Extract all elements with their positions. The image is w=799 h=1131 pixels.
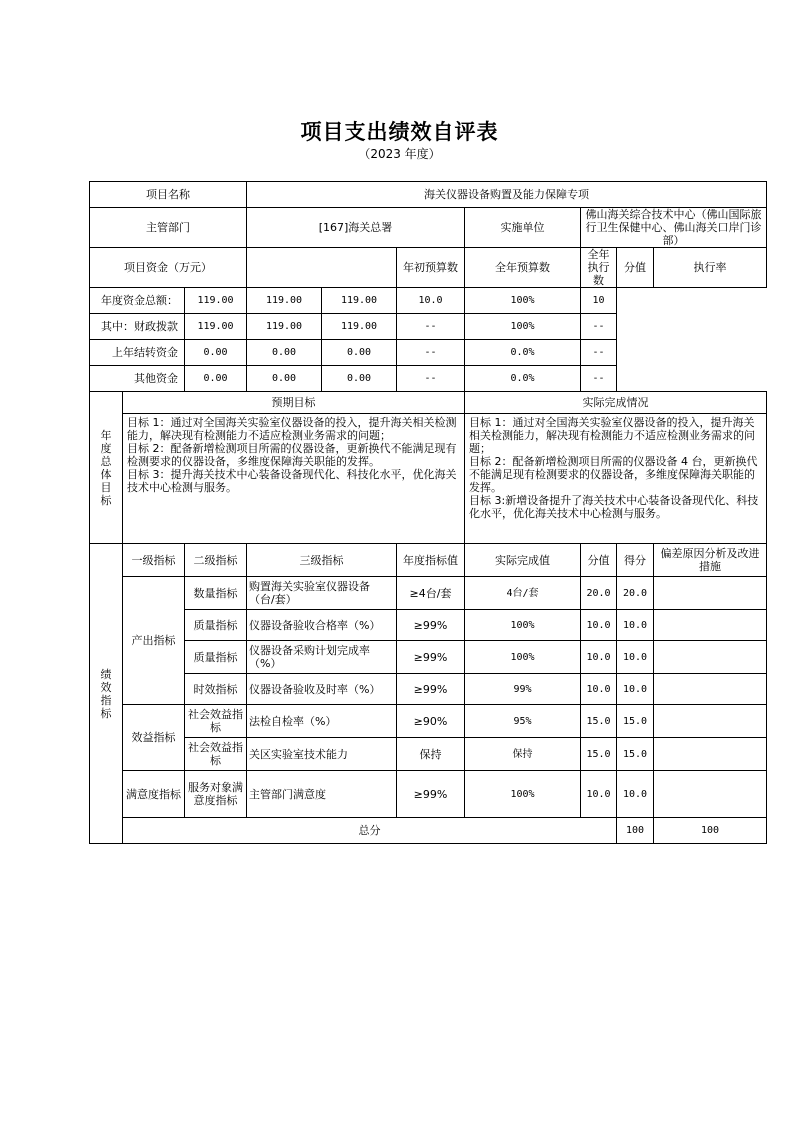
unit-value: 佛山海关综合技术中心（佛山国际旅行卫生保健中心、佛山海关口岸门诊部）: [581, 208, 767, 248]
funds-row: [90, 314, 767, 340]
funds-row-score-value: 10.0: [397, 288, 465, 314]
funds-row-init: 0.00: [185, 366, 247, 392]
perf-row-score: 10.0: [617, 674, 654, 705]
perf-row-actual: 100%: [465, 610, 581, 641]
perf-row-l3: 仪器设备采购计划完成率（%）: [247, 641, 397, 674]
funds-row-score: --: [581, 314, 617, 340]
funds-row-init: 0.00: [185, 340, 247, 366]
dept-row: [90, 208, 767, 248]
perf-header-l1: 一级指标: [123, 544, 185, 577]
funds-header-full: 全年预算数: [465, 248, 581, 288]
perf-row-score: 10.0: [617, 610, 654, 641]
funds-row-score: --: [581, 366, 617, 392]
perf-row-l3: 关区实验室技术能力: [247, 738, 397, 771]
project-name-value: 海关仪器设备购置及能力保障专项: [247, 182, 767, 208]
perf-row-score-value: 20.0: [581, 577, 617, 610]
funds-row-full: 119.00: [247, 288, 322, 314]
goals-label: [90, 392, 123, 544]
perf-header-row: [90, 544, 767, 577]
funds-header-rate: 执行率: [654, 248, 767, 288]
funds-row-rate: 0.0%: [465, 366, 581, 392]
dept-value: [167]海关总署: [247, 208, 465, 248]
evaluation-table: [89, 181, 767, 844]
goals-expected-text: 目标 1：通过对全国海关实验室仪器设备的投入，提升海关相关检测能力，解决现有检测能力不适应检测业务需求的问题； 目标 2：配备新增检测项目所需的仪器设备，更新换代不能满足现有检测要求的仪器设备，多维度保障海关职能的发挥。 目标 3：提升海关技术中心装备设备现代化、科技化水平，优化海关技术中心检测与服务。: [123, 414, 465, 544]
perf-row-actual: 4台/套: [465, 577, 581, 610]
perf-row-target: ≥99%: [397, 674, 465, 705]
dept-label: 主管部门: [90, 208, 247, 248]
perf-row-score: 15.0: [617, 738, 654, 771]
perf-row-score-value: 10.0: [581, 674, 617, 705]
goals-label-text: 年度总体目标: [100, 428, 112, 507]
total-label: 总分: [123, 818, 617, 844]
perf-row-score: 15.0: [617, 705, 654, 738]
funds-header-spacer: [247, 248, 397, 288]
perf-header-l2: 二级指标: [185, 544, 247, 577]
funds-row-full: 119.00: [247, 314, 322, 340]
perf-row-reason: [654, 610, 767, 641]
perf-row-target: ≥99%: [397, 771, 465, 818]
page-title: 项目支出绩效自评表: [300, 120, 499, 144]
project-name-label: 项目名称: [90, 182, 247, 208]
perf-row-l2: 质量指标: [185, 610, 247, 641]
perf-row-l3: 主管部门满意度: [247, 771, 397, 818]
perf-row-actual: 99%: [465, 674, 581, 705]
perf-row-actual: 100%: [465, 771, 581, 818]
perf-row-score: 10.0: [617, 641, 654, 674]
perf-row-reason: [654, 674, 767, 705]
perf-row: [90, 771, 767, 818]
perf-row-score-value: 10.0: [581, 610, 617, 641]
perf-row: [90, 641, 767, 674]
funds-row-label: 其他资金: [90, 366, 185, 392]
perf-row: [90, 674, 767, 705]
perf-group-output: 产出指标: [123, 577, 185, 705]
perf-group-benefit: 效益指标: [123, 705, 185, 771]
perf-row-l2: 数量指标: [185, 577, 247, 610]
perf-row: [90, 577, 767, 610]
perf-row-l2: 时效指标: [185, 674, 247, 705]
perf-row-score-value: 10.0: [581, 641, 617, 674]
perf-row-l3: 仪器设备验收合格率（%）: [247, 610, 397, 641]
goals-content-row: [90, 414, 767, 544]
perf-row-reason: [654, 771, 767, 818]
goals-actual-header: 实际完成情况: [465, 392, 767, 414]
perf-row-actual: 95%: [465, 705, 581, 738]
perf-header-score-value: 分值: [581, 544, 617, 577]
perf-row-reason: [654, 705, 767, 738]
perf-row: [90, 705, 767, 738]
perf-row-score: 10.0: [617, 771, 654, 818]
perf-row-target: ≥4台/套: [397, 577, 465, 610]
perf-label-text: 绩效指标: [100, 667, 112, 720]
perf-row-actual: 100%: [465, 641, 581, 674]
perf-row-reason: [654, 641, 767, 674]
perf-row-target: ≥99%: [397, 641, 465, 674]
perf-header-score: 得分: [617, 544, 654, 577]
funds-row-rate: 100%: [465, 314, 581, 340]
perf-row-l3: 购置海关实验室仪器设备（台/套）: [247, 577, 397, 610]
perf-row: [90, 738, 767, 771]
goals-header-row: [90, 392, 767, 414]
funds-row-score: --: [581, 340, 617, 366]
goals-expected-header: 预期目标: [123, 392, 465, 414]
page-subtitle: （2023 年度）: [358, 147, 441, 161]
funds-row-score: 10: [581, 288, 617, 314]
perf-row-l3: 法检自检率（%）: [247, 705, 397, 738]
perf-header-l3: 三级指标: [247, 544, 397, 577]
total-row: [90, 818, 767, 844]
perf-row-target: ≥90%: [397, 705, 465, 738]
funds-label: 项目资金（万元）: [90, 248, 247, 288]
perf-header-target: 年度指标值: [397, 544, 465, 577]
perf-label: [90, 544, 123, 844]
funds-header-row: [90, 248, 767, 288]
funds-row-full: 0.00: [247, 366, 322, 392]
perf-header-actual: 实际完成值: [465, 544, 581, 577]
perf-row-l2: 质量指标: [185, 641, 247, 674]
total-score-value: 100: [617, 818, 654, 844]
perf-row-reason: [654, 738, 767, 771]
perf-group-satisfaction: 满意度指标: [123, 771, 185, 818]
funds-header-init: 年初预算数: [397, 248, 465, 288]
funds-row-label: 其中：财政拨款: [90, 314, 185, 340]
funds-row-score-value: --: [397, 340, 465, 366]
perf-row-l2: 社会效益指标: [185, 738, 247, 771]
funds-row-full: 0.00: [247, 340, 322, 366]
funds-row-init: 119.00: [185, 288, 247, 314]
perf-row-target: 保持: [397, 738, 465, 771]
perf-row-l2: 服务对象满意度指标: [185, 771, 247, 818]
funds-row-init: 119.00: [185, 314, 247, 340]
funds-row-exec: 0.00: [322, 340, 397, 366]
perf-row-score-value: 15.0: [581, 738, 617, 771]
perf-row-score-value: 10.0: [581, 771, 617, 818]
perf-row-l2: 社会效益指标: [185, 705, 247, 738]
perf-row-target: ≥99%: [397, 610, 465, 641]
funds-header-exec: 全年执行数: [581, 248, 617, 288]
funds-row-exec: 119.00: [322, 314, 397, 340]
unit-label: 实施单位: [465, 208, 581, 248]
perf-row: [90, 610, 767, 641]
funds-row-score-value: --: [397, 314, 465, 340]
funds-row-exec: 0.00: [322, 366, 397, 392]
funds-row-label: 上年结转资金: [90, 340, 185, 366]
total-score: 100: [654, 818, 767, 844]
perf-row-actual: 保持: [465, 738, 581, 771]
perf-header-reason: 偏差原因分析及改进措施: [654, 544, 767, 577]
perf-row-score: 20.0: [617, 577, 654, 610]
perf-row-score-value: 15.0: [581, 705, 617, 738]
project-name-row: [90, 182, 767, 208]
funds-row-rate: 100%: [465, 288, 581, 314]
goals-actual-text: 目标 1：通过对全国海关实验室仪器设备的投入，提升海关相关检测能力，解决现有检测能力不适应检测业务需求的问题； 目标 2：配备新增检测项目所需的仪器设备 4 台，更新换代不能满足现有检测要求的仪器设备，多维度保障海关职能的发挥。 目标 3:新增设备提升了海关技术中心装备设备现代化、科技化水平，优化海关技术中心检测与服务。: [465, 414, 767, 544]
funds-row: [90, 288, 767, 314]
funds-row: [90, 340, 767, 366]
perf-row-l3: 仪器设备验收及时率（%）: [247, 674, 397, 705]
funds-row-score-value: --: [397, 366, 465, 392]
funds-header-score-value: 分值: [617, 248, 654, 288]
funds-row: [90, 366, 767, 392]
perf-row-reason: [654, 577, 767, 610]
funds-row-exec: 119.00: [322, 288, 397, 314]
funds-row-rate: 0.0%: [465, 340, 581, 366]
funds-row-label: 年度资金总额：: [90, 288, 185, 314]
